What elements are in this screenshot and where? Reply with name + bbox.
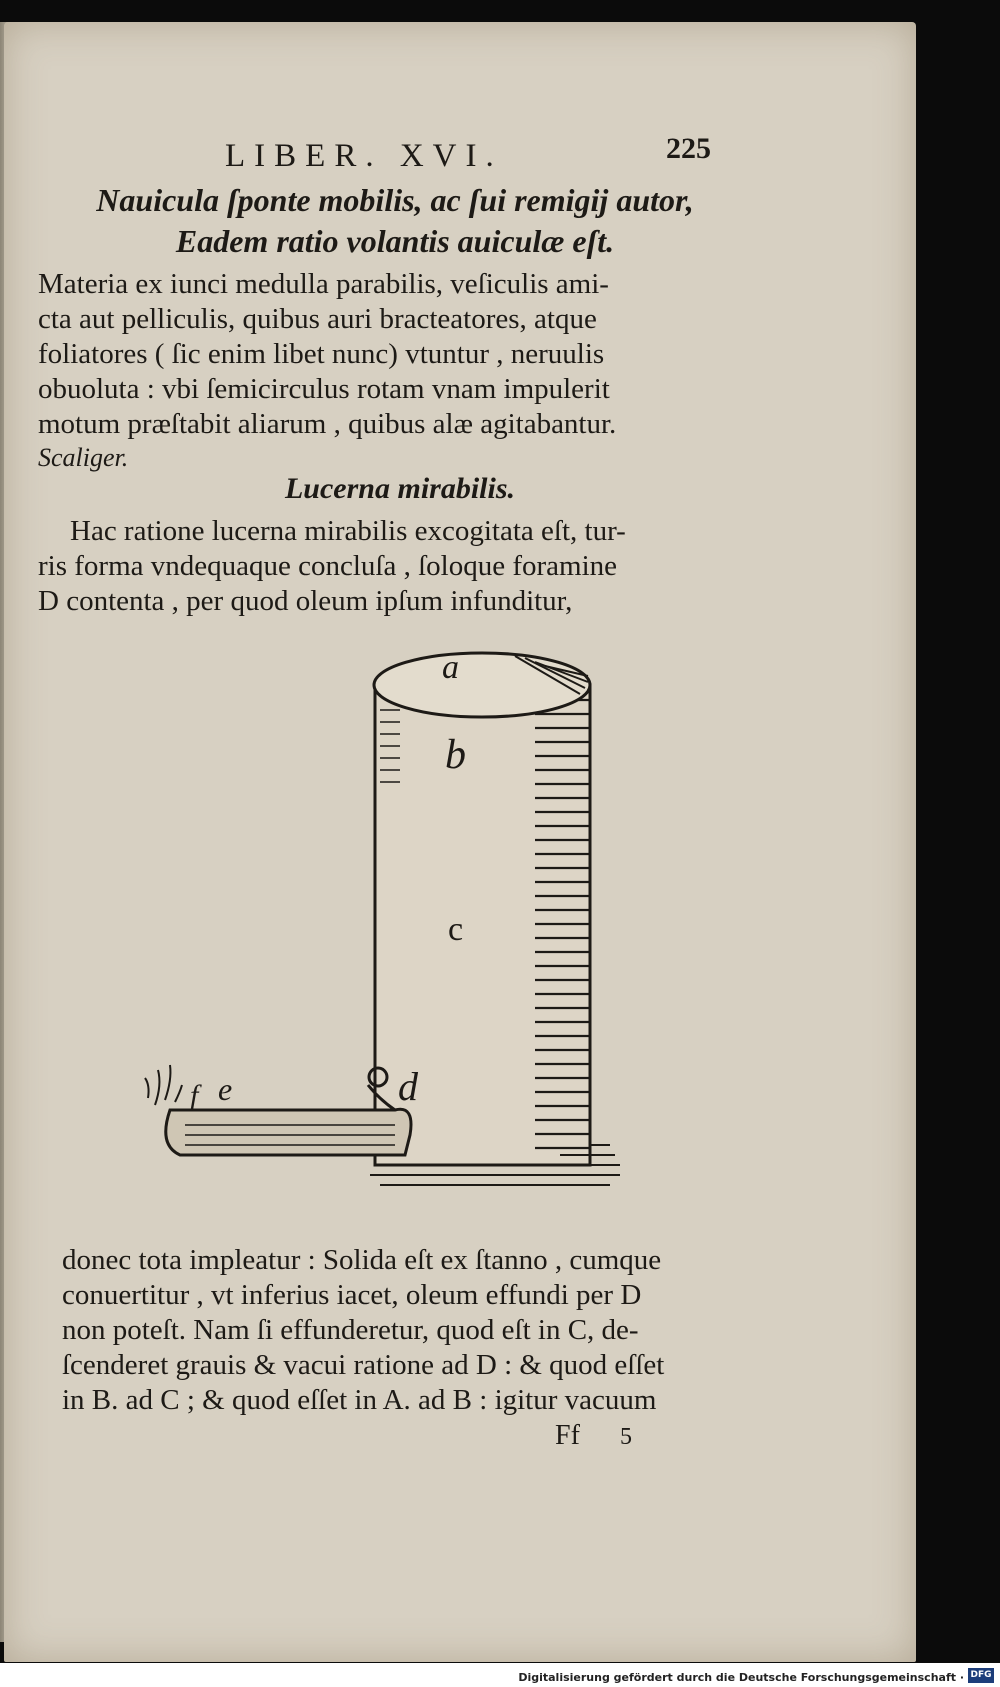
label-d: d: [398, 1064, 418, 1109]
label-b: b: [445, 732, 466, 778]
digitization-credit: Digitalisierung gefördert durch die Deutsche Forschungsgemeinschaft ·: [518, 1671, 964, 1684]
text-line: obuoluta : vbi ſemicirculus rotam vnam impulerit: [38, 373, 610, 405]
dfg-logo: DFG: [968, 1668, 994, 1683]
label-f: f: [190, 1079, 199, 1112]
section-title-line-2: Eadem ratio volantis auiculæ eſt.: [175, 223, 615, 259]
section-title-lucerna: Lucerna mirabilis.: [284, 472, 516, 505]
author-attribution: Scaliger.: [38, 443, 129, 472]
signature-mark: Ff: [555, 1420, 580, 1451]
label-a: a: [442, 649, 459, 686]
text-line: Materia ex iunci medulla parabilis, veſiculis ami-: [38, 268, 609, 300]
text-line: in B. ad C ; & quod eſſet in A. ad B : igitur vacuum: [62, 1384, 657, 1416]
signature-number: 5: [620, 1424, 632, 1450]
lamp-woodcut-illustration: [140, 630, 700, 1230]
page-number: 225: [666, 132, 711, 165]
label-e: e: [218, 1071, 233, 1107]
text-line: conuertitur , vt inferius iacet, oleum effundi per D: [62, 1279, 642, 1311]
text-line: cta aut pelliculis, quibus auri bracteatores, atque: [38, 303, 597, 335]
text-line: foliatores ( ſic enim libet nunc) vtuntur , neruulis: [38, 338, 605, 370]
section-title-line-1: Nauicula ſponte mobilis, ac ſui remigij autor,: [96, 182, 694, 218]
text-line: ſcenderet grauis & vacui ratione ad D : & quod eſſet: [62, 1349, 665, 1381]
footer-bar: [0, 1663, 1000, 1687]
text-line: D contenta , per quod oleum ipſum infunditur,: [38, 585, 573, 617]
text-line: non poteſt. Nam ſi effunderetur, quod eſt in C, de-: [62, 1314, 639, 1346]
text-line: ris forma vndequaque concluſa , ſoloque foramine: [38, 550, 617, 582]
running-head: LIBER. XVI.: [225, 138, 503, 174]
text-line: Hac ratione lucerna mirabilis excogitata eſt, tur-: [70, 515, 626, 547]
label-c: c: [448, 911, 464, 948]
text-line: motum præſtabit aliarum , quibus alæ agitabantur.: [38, 408, 617, 440]
text-line: donec tota impleatur : Solida eſt ex ſtanno , cumque: [62, 1244, 662, 1276]
